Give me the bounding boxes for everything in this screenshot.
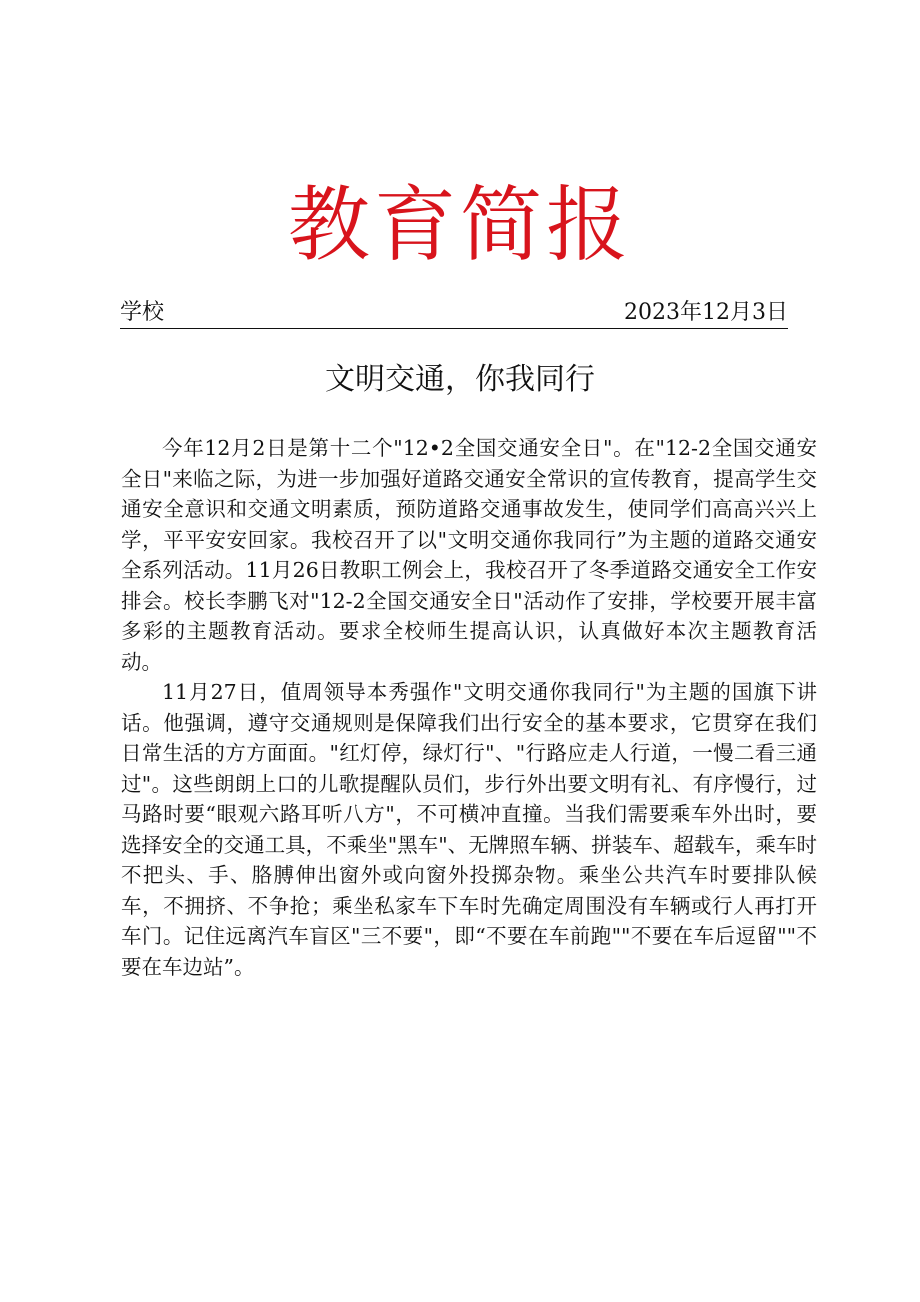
- article-title: 文明交通，你我同行: [325, 362, 595, 397]
- article-paragraph: 今年12月2日是第十二个"12•2全国交通安全日"。在"12-2全国交通安全日"来临之际，为进一步加强好道路交通安全常识的宣传教育，提高学生交通安全意识和交通文明素质，预防道路交通事故发生，使同学们高高兴兴上学，平平安安回家。我校召开了以"文明交通你我同行”为主题的道路交通安全系列活动。11月26日教职工例会上，我校召开了冬季道路交通安全工作安排会。校长李鹏飞对"12-2全国交通安全日"活动作了安排，学校要开展丰富多彩的主题教育活动。要求全校师生提高认识，认真做好本次主题教育活动。: [121, 436, 817, 674]
- article-body: [121, 433, 817, 982]
- article-paragraph: 11月27日，值周领导本秀强作"文明交通你我同行"为主题的国旗下讲话。他强调，遵守交通规则是保障我们出行安全的基本要求，它贯穿在我们日常生活的方方面面。"红灯停，绿灯行"、"行路应走人行道，一慢二看三通过"。这些朗朗上口的儿歌提醒队员们，步行外出要文明有礼、有序慢行，过马路时要“眼观六路耳听八方"，不可横冲直撞。当我们需要乘车外出时，要选择安全的交通工具，不乘坐"黑车"、无牌照车辆、拼装车、超载车，乘车时不把头、手、胳膊伸出窗外或向窗外投掷杂物。乘坐公共汽车时要排队候车，不拥挤、不争抢；乘坐私家车下车时先确定周围没有车辆或行人再打开车门。记住远离汽车盲区"三不要"，即“不要在车前跑""不要在车后逗留""不要在车边站”。: [121, 680, 817, 979]
- school-label: 学校: [120, 300, 165, 325]
- dateline: [120, 298, 788, 329]
- newsletter-masthead: 教育简报: [287, 178, 632, 273]
- issue-date: 2023年12月3日: [624, 300, 788, 325]
